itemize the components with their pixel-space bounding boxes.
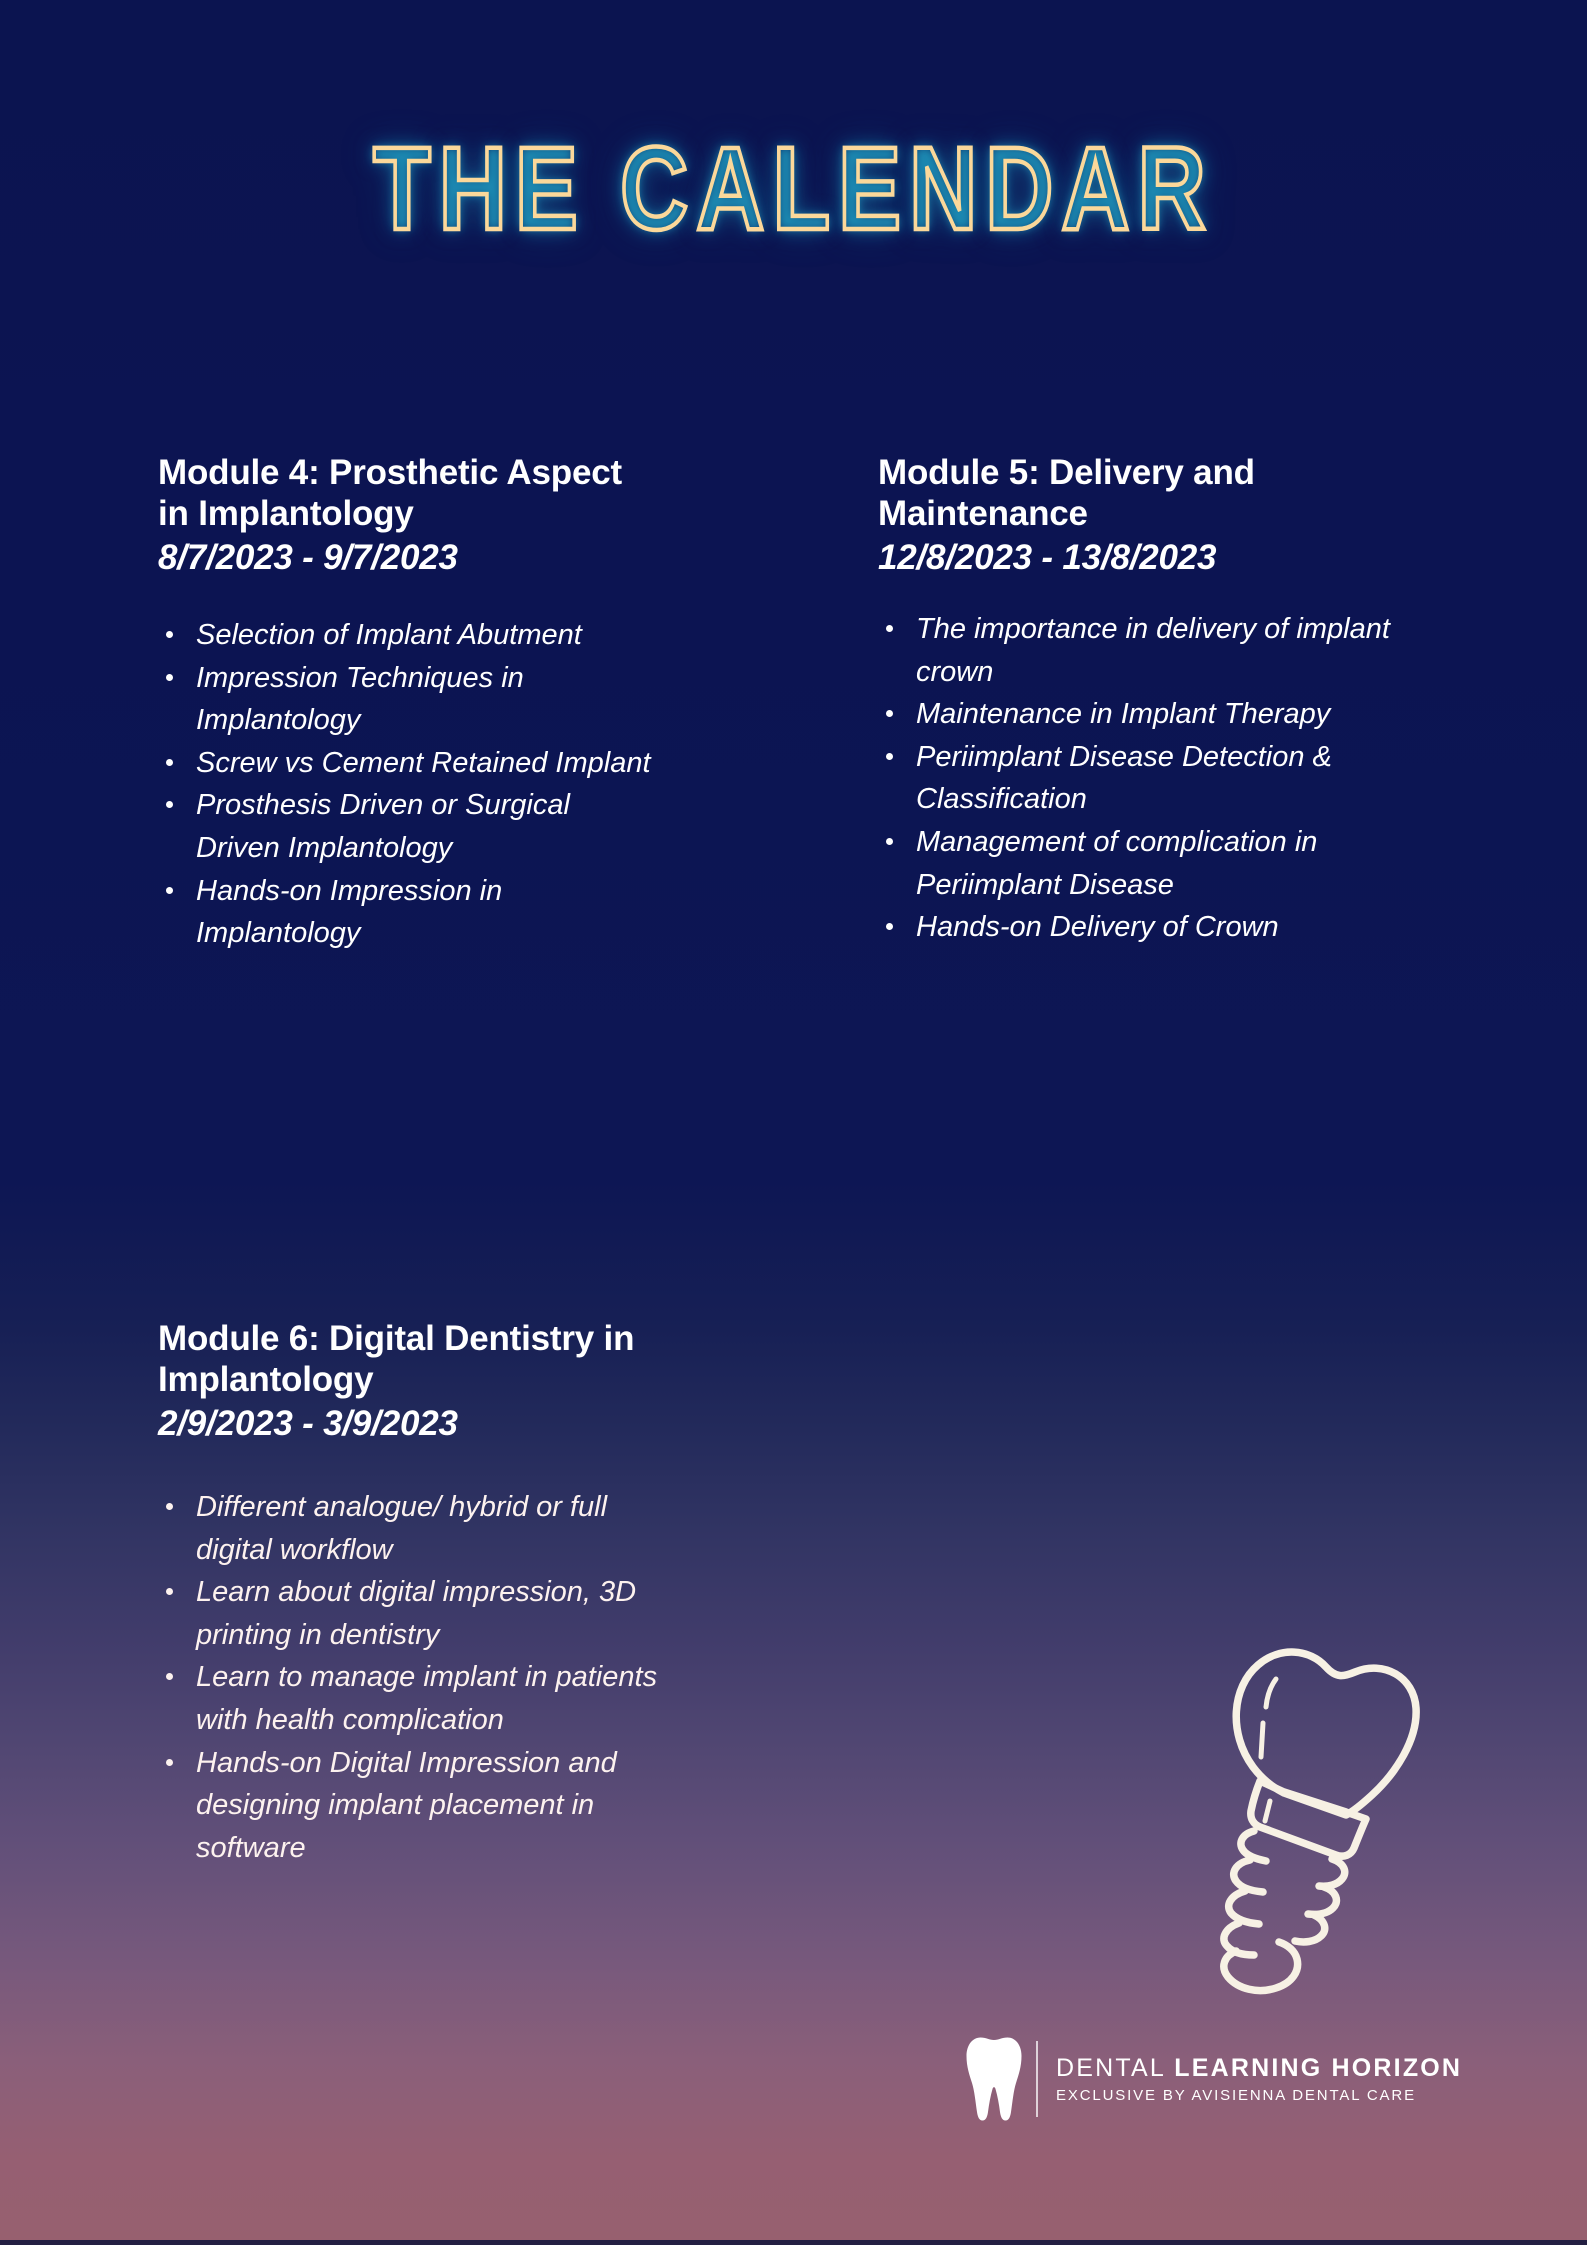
module-block-6 xyxy=(158,1318,678,1870)
list-item: Screw vs Cement Retained Implant xyxy=(158,742,658,785)
logo-tagline: EXCLUSIVE BY AVISIENNA DENTAL CARE xyxy=(1056,2086,1416,2104)
list-item: Prosthesis Driven or Surgical Driven Implantology xyxy=(158,784,658,869)
logo-brand-light: DENTAL xyxy=(1056,2053,1166,2082)
dental-implant-icon xyxy=(1180,1615,1430,2005)
module-6-title: Module 6: Digital Dentistry in Implantology xyxy=(158,1319,635,1400)
list-item: Hands-on Digital Impression and designing implant placement in software xyxy=(158,1742,678,1870)
list-item: Hands-on Impression in Implantology xyxy=(158,870,658,955)
module-block-4 xyxy=(158,452,658,955)
bottom-edge-strip xyxy=(0,2240,1587,2245)
list-item: Different analogue/ hybrid or full digital workflow xyxy=(158,1486,678,1571)
list-item: Learn about digital impression, 3D printing in dentistry xyxy=(158,1571,678,1656)
logo-divider xyxy=(1036,2041,1038,2117)
module-5-date: 12/8/2023 - 13/8/2023 xyxy=(878,537,1217,577)
logo-brand-line xyxy=(1056,2054,1462,2082)
logo-text-group xyxy=(1056,2054,1462,2104)
module-5-topic-list xyxy=(878,608,1398,949)
module-6-date: 2/9/2023 - 3/9/2023 xyxy=(158,1403,458,1443)
logo-brand-bold: LEARNING HORIZON xyxy=(1174,2053,1463,2082)
brand-logo xyxy=(965,2036,1462,2122)
module-4-date: 8/7/2023 - 9/7/2023 xyxy=(158,537,458,577)
list-item: Maintenance in Implant Therapy xyxy=(878,693,1398,736)
module-4-title: Module 4: Prosthetic Aspect in Implantology xyxy=(158,453,622,534)
list-item: Learn to manage implant in patients with health complication xyxy=(158,1656,678,1741)
list-item: Selection of Implant Abutment xyxy=(158,614,658,657)
list-item: Impression Techniques in Implantology xyxy=(158,657,658,742)
tooth-icon xyxy=(965,2036,1023,2122)
list-item: Management of complication in Periimplant Disease xyxy=(878,821,1398,906)
module-5-title: Module 5: Delivery and Maintenance xyxy=(878,453,1255,534)
list-item: Hands-on Delivery of Crown xyxy=(878,906,1398,949)
page-title-container xyxy=(0,123,1587,255)
module-6-topic-list xyxy=(158,1486,678,1870)
module-4-topic-list xyxy=(158,614,658,955)
list-item: Periimplant Disease Detection & Classification xyxy=(878,736,1398,821)
list-item: The importance in delivery of implant crown xyxy=(878,608,1398,693)
module-block-5 xyxy=(878,452,1398,949)
page-title: THE CALENDAR xyxy=(373,123,1214,255)
